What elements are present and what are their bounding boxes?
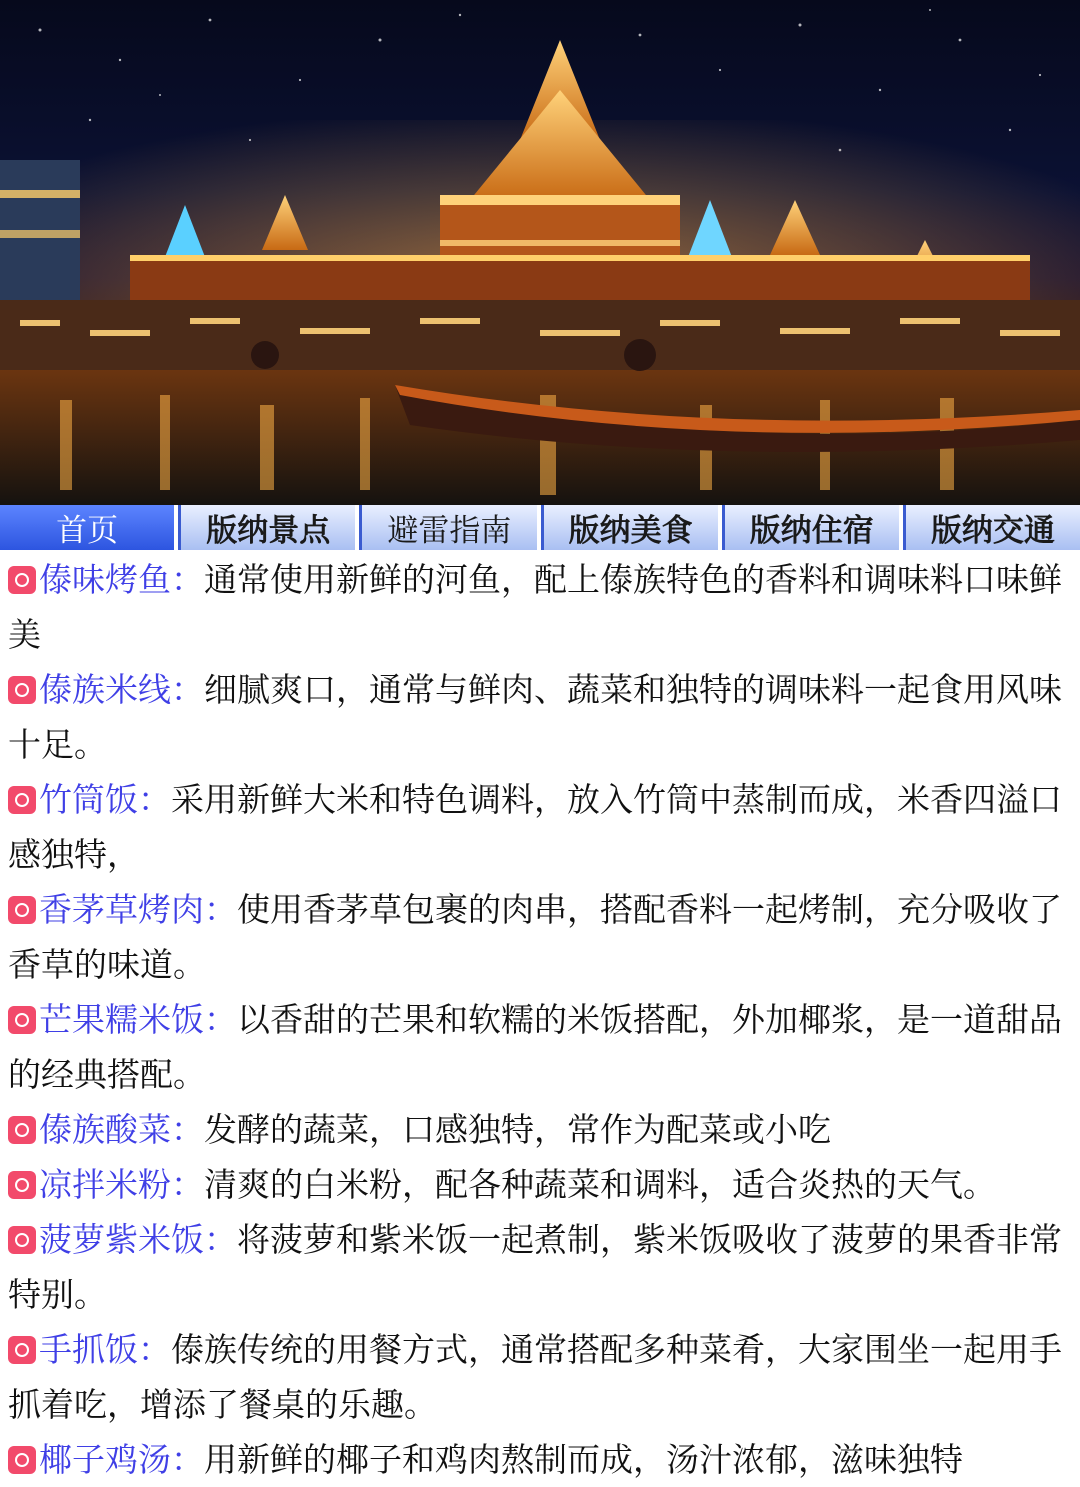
target-bullet-icon [8, 1446, 36, 1474]
separator: ： [171, 670, 204, 709]
list-item [8, 1212, 1072, 1322]
list-item [8, 1322, 1072, 1432]
tab-transport[interactable]: 版纳交通 [903, 505, 1080, 550]
dish-description: 细腻爽口，通常与鲜肉、蔬菜和独特的调味料一起食用风味十足。 [8, 670, 1062, 764]
target-bullet-icon [8, 1116, 36, 1144]
list-item [8, 882, 1072, 992]
separator: ： [204, 890, 237, 929]
list-item [8, 772, 1072, 882]
dish-description: 清爽的白米粉，配各种蔬菜和调料，适合炎热的天气。 [204, 1165, 996, 1204]
food-list [0, 552, 1080, 1487]
dish-description: 以香甜的芒果和软糯的米饭搭配，外加椰浆，是一道甜品的经典搭配。 [8, 1000, 1062, 1094]
list-item [8, 1432, 1072, 1487]
dish-description: 发酵的蔬菜，口感独特，常作为配菜或小吃 [204, 1110, 831, 1149]
target-bullet-icon [8, 1006, 36, 1034]
tab-pitfall-guide[interactable]: 避雷指南 [359, 505, 536, 550]
dish-name: 手抓饭 [39, 1330, 138, 1369]
list-item [8, 552, 1072, 662]
separator: ： [138, 1330, 171, 1369]
separator: ： [171, 1440, 204, 1479]
target-bullet-icon [8, 896, 36, 924]
tab-accommodation[interactable]: 版纳住宿 [722, 505, 899, 550]
list-item [8, 992, 1072, 1102]
target-bullet-icon [8, 566, 36, 594]
dish-name: 菠萝紫米饭 [39, 1220, 204, 1259]
target-bullet-icon [8, 1171, 36, 1199]
list-item [8, 1157, 1072, 1212]
tab-home[interactable]: 首页 [0, 505, 174, 550]
top-navigation [0, 505, 1080, 550]
dish-description: 用新鲜的椰子和鸡肉熬制而成，汤汁浓郁，滋味独特 [204, 1440, 963, 1479]
separator: ： [204, 1220, 237, 1259]
dish-name: 傣族米线 [39, 670, 171, 709]
dish-name: 傣族酸菜 [39, 1110, 171, 1149]
separator: ： [138, 780, 171, 819]
dish-name: 傣味烤鱼 [39, 560, 171, 599]
temple-night-illustration [0, 0, 1080, 505]
dish-name: 芒果糯米饭 [39, 1000, 204, 1039]
list-item [8, 1102, 1072, 1157]
dish-name: 凉拌米粉 [39, 1165, 171, 1204]
dish-name: 香茅草烤肉 [39, 890, 204, 929]
target-bullet-icon [8, 1226, 36, 1254]
dish-name: 椰子鸡汤 [39, 1440, 171, 1479]
separator: ： [204, 1000, 237, 1039]
dish-name: 竹筒饭 [39, 780, 138, 819]
separator: ： [171, 560, 204, 599]
list-item [8, 662, 1072, 772]
dish-description: 傣族传统的用餐方式，通常搭配多种菜肴，大家围坐一起用手抓着吃，增添了餐桌的乐趣。 [8, 1330, 1062, 1424]
tab-attractions[interactable]: 版纳景点 [178, 505, 355, 550]
separator: ： [171, 1165, 204, 1204]
separator: ： [171, 1110, 204, 1149]
target-bullet-icon [8, 786, 36, 814]
dish-description: 使用香茅草包裹的肉串，搭配香料一起烤制，充分吸收了香草的味道。 [8, 890, 1062, 984]
target-bullet-icon [8, 1336, 36, 1364]
target-bullet-icon [8, 676, 36, 704]
hero-photo [0, 0, 1080, 505]
dish-description: 将菠萝和紫米饭一起煮制，紫米饭吸收了菠萝的果香非常特别。 [8, 1220, 1062, 1314]
dish-description: 采用新鲜大米和特色调料，放入竹筒中蒸制而成，米香四溢口感独特， [8, 780, 1062, 874]
dish-description: 通常使用新鲜的河鱼，配上傣族特色的香料和调味料口味鲜美 [8, 560, 1062, 654]
tab-food[interactable]: 版纳美食 [541, 505, 718, 550]
